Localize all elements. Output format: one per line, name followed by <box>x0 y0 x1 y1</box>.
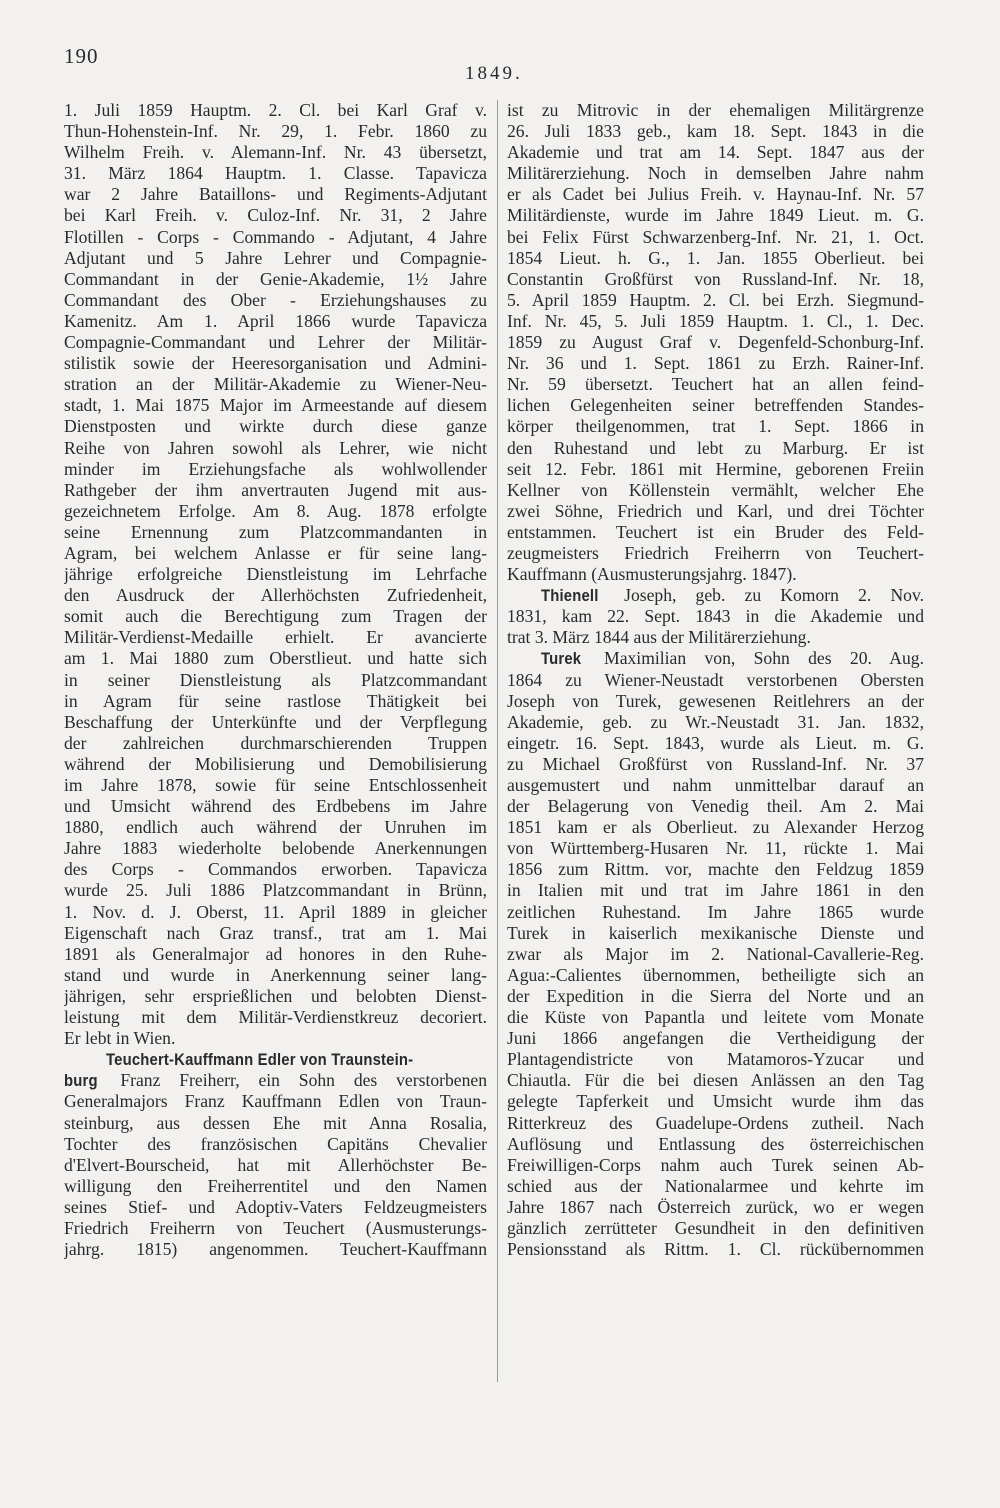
text-line: zeugmeisters Friedrich Freiherrn von Teuchert- <box>507 542 924 563</box>
text-line: Joseph von Turek, gewesenen Reitlehrers an der <box>507 690 924 711</box>
entry-text: Joseph, geb. zu Komorn 2. Nov. <box>604 585 924 606</box>
text-line: entstammen. Teuchert ist ein Bruder des Feld- <box>507 521 924 542</box>
text-line: Jahre 1883 wiederholte belobende Anerkennungen <box>64 838 487 859</box>
left-column <box>64 100 487 1260</box>
text-line: 1864 zu Wiener-Neustadt verstorbenen Obersten <box>507 669 924 690</box>
text-line: Tochter des französischen Capitäns Chevalier <box>64 1133 487 1154</box>
text-line: Jahre 1867 nach Österreich zurück, wo er wegen <box>507 1196 924 1217</box>
text-line: wurde 25. Juli 1886 Platzcommandant in Brünn, <box>64 880 487 901</box>
text-line: Akademie und trat am 14. Sept. 1847 aus der <box>507 142 924 163</box>
text-line: Eigenschaft nach Graz transf., trat am 1. Mai <box>64 922 487 943</box>
text-line: 5. April 1859 Hauptm. 2. Cl. bei Erzh. Siegmund- <box>507 289 924 310</box>
text-line: in Italien mit und trat im Jahre 1861 in den <box>507 880 924 901</box>
text-line: war 2 Jahre Bataillons- und Regiments-Adjutant <box>64 184 487 205</box>
entry-text: Franz Freiherr, ein Sohn des verstorbenen <box>101 1070 487 1091</box>
text-line: d'Elvert-Bourscheid, hat mit Allerhöchster Be- <box>64 1154 487 1175</box>
text-line: 1880, endlich auch während der Unruhen im <box>64 817 487 838</box>
text-line: steinburg, aus dessen Ehe mit Anna Rosalia, <box>64 1112 487 1133</box>
text-line: Kellner von Köllenstein vermählt, welcher Ehe <box>507 479 924 500</box>
text-line: Militär-Verdienst-Medaille erhielt. Er avancierte <box>64 627 487 648</box>
entry-name: Thienell <box>541 587 599 606</box>
text-line: trat 3. März 1844 aus der Militärerziehung. <box>507 627 811 648</box>
text-line: somit auch die Berechtigung zum Tragen der <box>64 606 487 627</box>
text-line: am 1. Mai 1880 zum Oberstlieut. und hatte sich <box>64 648 487 669</box>
text-line: Akademie, geb. zu Wr.-Neustadt 31. Jan. 1832, <box>507 711 924 732</box>
text-line: minder im Erziehungsfache als wohlwollender <box>64 458 487 479</box>
text-line: stration an der Militär-Akademie zu Wiener-Neu- <box>64 374 487 395</box>
text-line: seit 12. Febr. 1861 mit Hermine, geborenen Freiin <box>507 458 924 479</box>
text-line: Friedrich Freiherrn von Teuchert (Ausmusterungs- <box>64 1217 487 1238</box>
text-line: 31. März 1864 Hauptm. 1. Classe. Tapavicza <box>64 163 487 184</box>
text-line: 1854 Lieut. h. G., 1. Jan. 1855 Oberlieut. bei <box>507 247 924 268</box>
text-line: Ritterkreuz des Guadelupe-Ordens zutheil. Nach <box>507 1112 924 1133</box>
text-line: seine Ernennung zum Platzcommandanten in <box>64 521 487 542</box>
text-line: Kauffmann (Ausmusterungsjahrg. 1847). <box>507 564 797 585</box>
text-line: bei Felix Fürst Schwarzenberg-Inf. Nr. 21, 1. Oct. <box>507 226 924 247</box>
text-line: gelegte Tapferkeit und Umsicht wurde ihm das <box>507 1091 924 1112</box>
text-line: Militärerziehung. Noch in demselben Jahre nahm <box>507 163 924 184</box>
text-line: Rathgeber der ihm anvertrauten Jugend mit aus- <box>64 479 487 500</box>
text-line: zeitlichen Ruhestand. Im Jahre 1865 wurde <box>507 901 924 922</box>
text-line: gänzlich zerrütteter Gesundheit in den definitiven <box>507 1217 924 1238</box>
text-line: Pensionsstand als Rittm. 1. Cl. rückübernommen <box>507 1239 924 1260</box>
text-line: Plantagendistricte von Matamoros-Yzucar und <box>507 1049 924 1070</box>
entry-text: Maximilian von, Sohn des 20. Aug. <box>585 648 924 669</box>
right-column <box>507 100 924 1260</box>
text-line: von Württemberg-Husaren Nr. 11, rückte 1. Mai <box>507 838 924 859</box>
text-line: Thun-Hohenstein-Inf. Nr. 29, 1. Febr. 1860 zu <box>64 121 487 142</box>
text-line: jährigen, sehr ersprießlichen und belobten Dienst- <box>64 985 487 1006</box>
text-line: 1851 kam er als Oberlieut. zu Alexander Herzog <box>507 817 924 838</box>
text-line: Juni 1866 angefangen die Vertheidigung der <box>507 1028 924 1049</box>
text-line: Auflösung und Entlassung des österreichischen <box>507 1133 924 1154</box>
text-line: Adjutant und 5 Jahre Lehrer und Compagnie- <box>64 247 487 268</box>
text-line: in seiner Dienstleistung als Platzcommandant <box>64 669 487 690</box>
text-line: im Jahre 1878, sowie für seine Entschlossenheit <box>64 775 487 795</box>
text-line: Beschaffung der Unterkünfte und der Verpflegung <box>64 711 487 732</box>
text-line: 1859 zu August Graf v. Degenfeld-Schonburg-Inf. <box>507 332 924 353</box>
text-line: des Corps - Commandos erworben. Tapavicza <box>64 859 487 880</box>
text-line: leistung mit dem Militär-Verdienstkreuz decoriert. <box>64 1007 487 1028</box>
text-line: Kamenitz. Am 1. April 1866 wurde Tapavicza <box>64 310 487 331</box>
text-line: Agram, bei welchem Anlasse er für seine lang- <box>64 542 487 563</box>
text-line: seines Stief- und Adoptiv-Vaters Feldzeugmeisters <box>64 1196 487 1217</box>
entry-name: Teuchert-Kauffmann Edler von Traunstein- <box>106 1051 414 1070</box>
text-line: stilistik sowie der Heeresorganisation und Admini- <box>64 353 487 374</box>
text-line: den Ausdruck der Allerhöchsten Zufriedenheit, <box>64 585 487 606</box>
text-line: Er lebt in Wien. <box>64 1028 176 1049</box>
page-number: 190 <box>64 44 99 68</box>
text-line: Nr. 59 übersetzt. Teuchert hat an allen feind- <box>507 374 924 395</box>
text-line: lichen Gelegenheiten seiner betreffenden Standes- <box>507 395 924 416</box>
text-line: der Belagerung von Venedig theil. Am 2. Mai <box>507 796 924 817</box>
text-line: 26. Juli 1833 geb., kam 18. Sept. 1843 in die <box>507 121 924 142</box>
text-line: zu Michael Großfürst von Russland-Inf. Nr. 37 <box>507 753 924 774</box>
text-line: 1856 zum Rittm. vor, machte den Feldzug 1859 <box>507 859 924 880</box>
entry-first-line <box>64 1070 487 1091</box>
text-line: Agua:-Calientes übernommen, betheiligte sich an <box>507 964 924 985</box>
text-line: der zahlreichen durchmarschierenden Truppen <box>64 732 487 753</box>
entry-first-line <box>507 585 924 606</box>
text-line: jahrg. 1815) angenommen. Teuchert-Kauffmann <box>64 1239 487 1260</box>
text-line: stand und wurde in Anerkennung seiner lang- <box>64 964 487 985</box>
text-line: zwei Söhne, Friedrich und Karl, und drei Töchter <box>507 500 924 521</box>
text-line: während der Mobilisierung und Demobilisierung <box>64 753 487 774</box>
text-line: Reihe von Jahren sowohl als Lehrer, wie nicht <box>64 437 487 458</box>
text-line: und Umsicht während des Erdbebens im Jahre <box>64 796 487 817</box>
text-line: jährige erfolgreiche Dienstleistung im Lehrfache <box>64 564 487 585</box>
text-line: 1891 als Generalmajor ad honores in den Ruhe- <box>64 943 487 964</box>
text-line: Generalmajors Franz Kauffmann Edlen von Traun- <box>64 1091 487 1112</box>
entry-first-line <box>507 648 924 669</box>
text-line: bei Karl Freih. v. Culoz-Inf. Nr. 31, 2 Jahre <box>64 205 487 226</box>
column-divider <box>497 100 498 1382</box>
text-line: Militärdienste, wurde im Jahre 1849 Lieut. m. G. <box>507 205 924 226</box>
entry-name: Turek <box>541 650 582 669</box>
running-header-year: 1849. <box>465 63 523 84</box>
text-line: ausgemustert und nahm unmittelbar darauf an <box>507 775 924 795</box>
text-line: 1831, kam 22. Sept. 1843 in die Akademie und <box>507 606 924 627</box>
text-line: Chiautla. Für die bei diesen Anlässen an den Tag <box>507 1070 924 1091</box>
text-line: Turek in kaiserlich mexikanische Dienste und <box>507 922 924 943</box>
text-line: Freiwilligen-Corps nahm auch Turek seinen Ab- <box>507 1154 924 1175</box>
text-line: ist zu Mitrovic in der ehemaligen Militärgrenze <box>507 100 924 120</box>
text-line: Inf. Nr. 45, 5. Juli 1859 Hauptm. 1. Cl., 1. Dec. <box>507 310 924 331</box>
text-line: schied aus der Nationalarmee und kehrte im <box>507 1175 924 1196</box>
text-line: eingetr. 16. Sept. 1843, wurde als Lieut. m. G. <box>507 732 924 753</box>
text-line: willigung den Freiherrentitel und den Namen <box>64 1175 487 1196</box>
text-line: er als Cadet bei Julius Freih. v. Haynau-Inf. Nr. 57 <box>507 184 924 205</box>
text-line: der Expedition in die Sierra del Norte und an <box>507 985 924 1006</box>
text-line: gezeichnetem Erfolge. Am 8. Aug. 1878 erfolgte <box>64 500 487 521</box>
text-line: Flotillen - Corps - Commando - Adjutant, 4 Jahre <box>64 226 487 247</box>
text-line: in Agram für seine rastlose Thätigkeit bei <box>64 690 487 711</box>
text-line: die Küste von Papantla und leitete vom Monate <box>507 1007 924 1028</box>
text-line: Nr. 36 und 1. Sept. 1861 zu Erzh. Rainer-Inf. <box>507 353 924 374</box>
text-line: körper theilgenommen, trat 1. Sept. 1866 in <box>507 416 924 437</box>
text-line: 1. Nov. d. J. Oberst, 11. April 1889 in gleicher <box>64 901 487 922</box>
text-line: 1. Juli 1859 Hauptm. 2. Cl. bei Karl Graf v. <box>64 100 487 120</box>
text-line: den Ruhestand und lebt zu Marburg. Er ist <box>507 437 924 458</box>
text-line: Compagnie-Commandant und Lehrer der Militär- <box>64 332 487 353</box>
text-line: Commandant des Ober - Erziehungshauses zu <box>64 289 487 310</box>
entry-heading <box>64 1049 487 1070</box>
text-line: zwar als Major im 2. National-Cavallerie-Reg. <box>507 943 924 964</box>
text-line: Commandant in der Genie-Akademie, 1½ Jahre <box>64 268 487 289</box>
entry-name: burg <box>64 1072 98 1091</box>
text-line: Dienstposten und wirkte durch diese ganze <box>64 416 487 437</box>
text-line: stadt, 1. Mai 1875 Major im Armeestande auf diesem <box>64 395 487 416</box>
text-line: Constantin Großfürst von Russland-Inf. Nr. 18, <box>507 268 924 289</box>
text-line: Wilhelm Freih. v. Alemann-Inf. Nr. 43 übersetzt, <box>64 142 487 163</box>
